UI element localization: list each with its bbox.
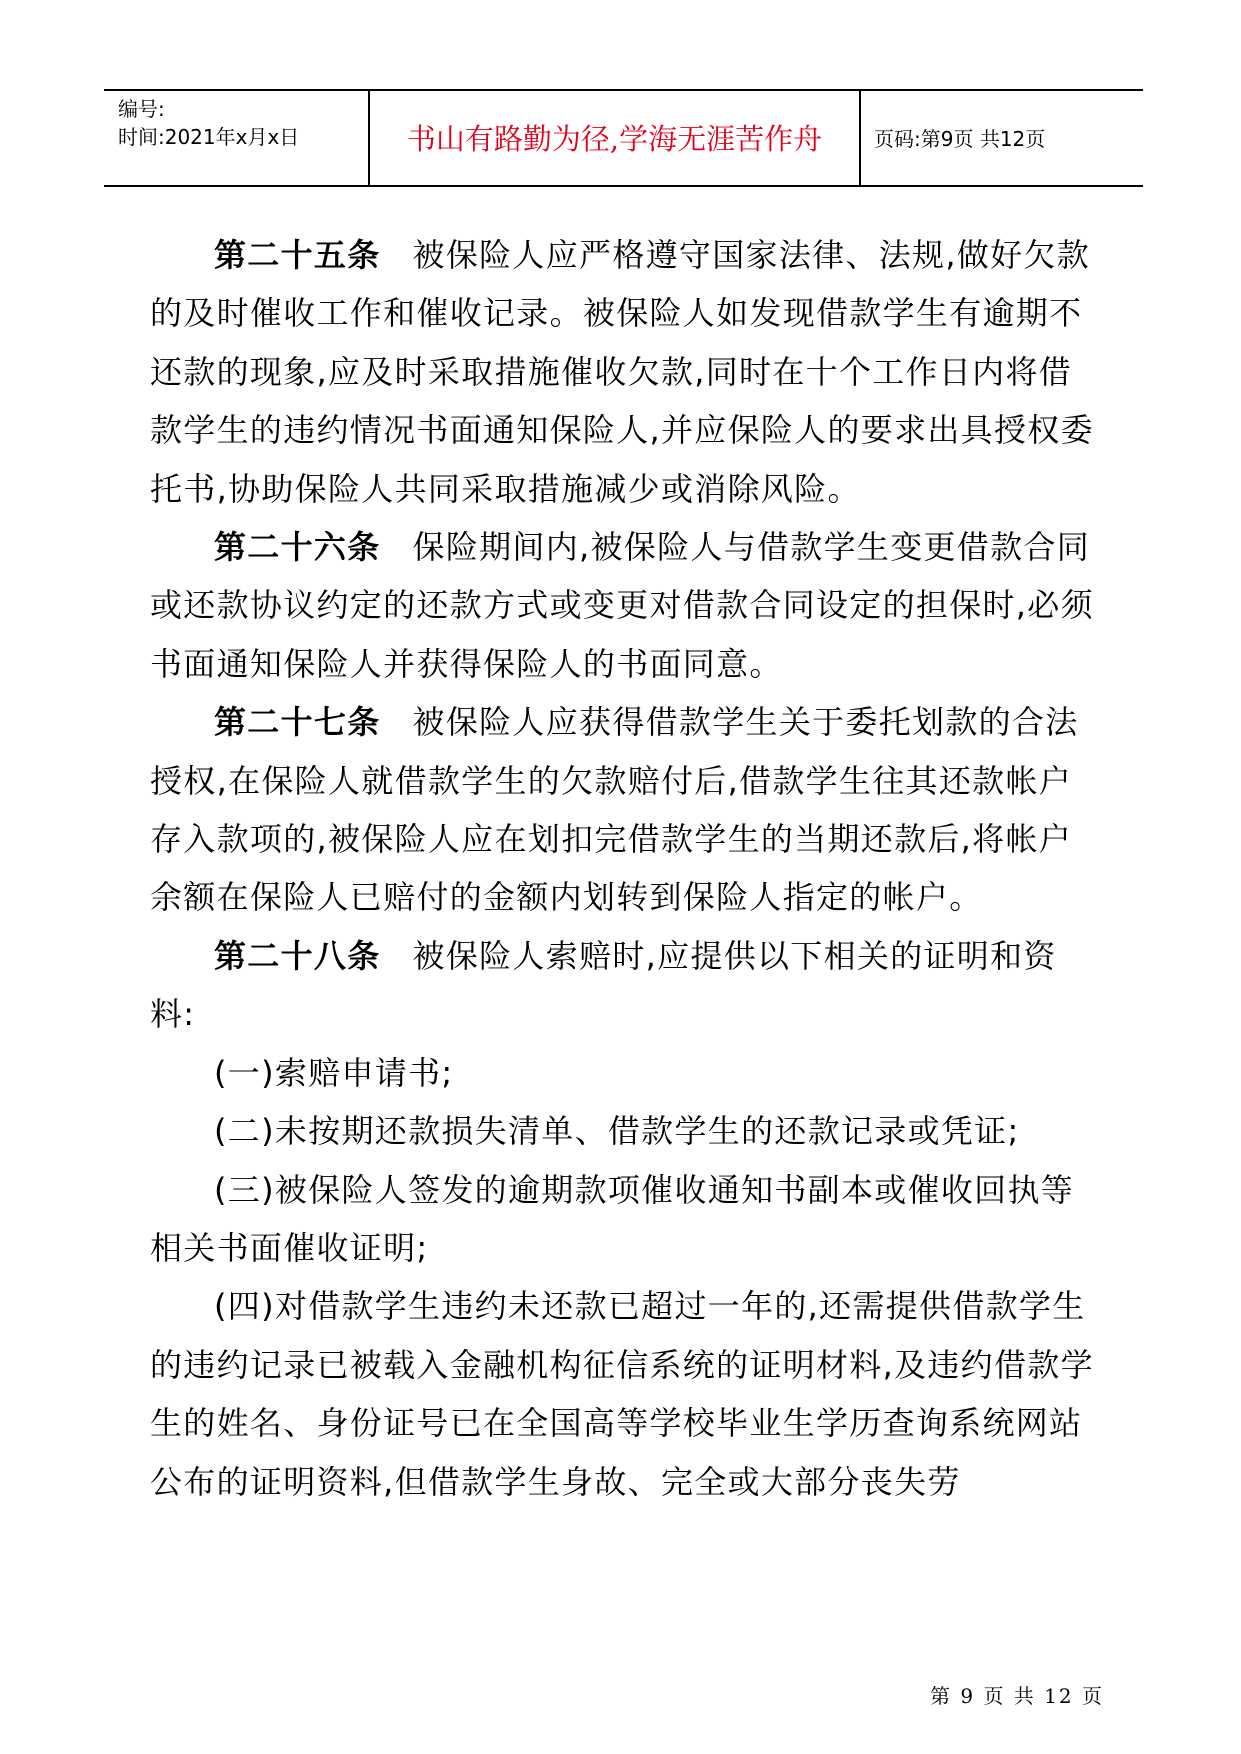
article-title: 第二十五条 [214,236,381,274]
list-item-1: (一)索赔申请书; [214,1053,454,1092]
paragraph-article-25 [150,226,1100,518]
list-item-4: (四)对借款学生违约未还款已超过一年的,还需提供借款学生的违约记录已被载入金融机构征信系统的证明材料,及违约借款学生的姓名、身份证号已在全国高等学校毕业生学历查询系统网站公布的证明资料,但借款学生身故、完全或大部分丧失劳 [150,1287,1094,1501]
document-header [104,89,1143,187]
article-text: 保险期间内,被保险人与借款学生变更借款合同或还款协议约定的还款方式或变更对借款合同设定的担保时,必须书面通知保险人并获得保险人的书面同意。 [150,528,1094,683]
header-divider [859,91,861,185]
page-footer: 第 9 页 共 12 页 [930,1684,1104,1708]
header-motto: 书山有路勤为径,学海无涯苦作舟 [406,122,823,156]
paragraph-article-28 [150,927,1100,1044]
list-item-3: (三)被保险人签发的逾期款项催收通知书副本或催收回执等相关书面催收证明; [150,1170,1075,1267]
article-title: 第二十八条 [214,936,381,975]
article-title: 第二十六条 [214,528,381,567]
paragraph-article-27 [150,693,1100,927]
article-text: 被保险人应获得借款学生关于委托划款的合法授权,在保险人就借款学生的欠款赔付后,借款学生往其还款帐户存入款项的,被保险人应在划扣完借款学生的当期还款后,将帐户余额在保险人已赔付的金额内划转到保险人指定的帐户。 [150,703,1079,917]
article-text: 被保险人索赔时,应提供以下相关的证明和资料: [150,936,1057,1034]
article-title: 第二十七条 [214,703,381,742]
time-label: 时间:2021年x月x日 [118,125,300,149]
list-item-2: (二)未按期还款损失清单、借款学生的还款记录或凭证; [214,1112,1020,1151]
document-body [150,226,1100,1511]
number-label: 编号: [118,97,165,121]
article-text: 被保险人应严格遵守国家法律、法规,做好欠款的及时催收工作和催收记录。被保险人如发现借款学生有逾期不还款的现象,应及时采取措施催收欠款,同时在十个工作日内将借款学生的违约情况书面通知保险人,并应保险人的要求出具授权委托书,协助保险人共同采取措施减少或消除风险。 [150,236,1094,508]
header-meta [118,95,358,151]
paragraph-article-26 [150,518,1100,693]
header-page-code: 页码:第9页 共12页 [874,127,1046,151]
